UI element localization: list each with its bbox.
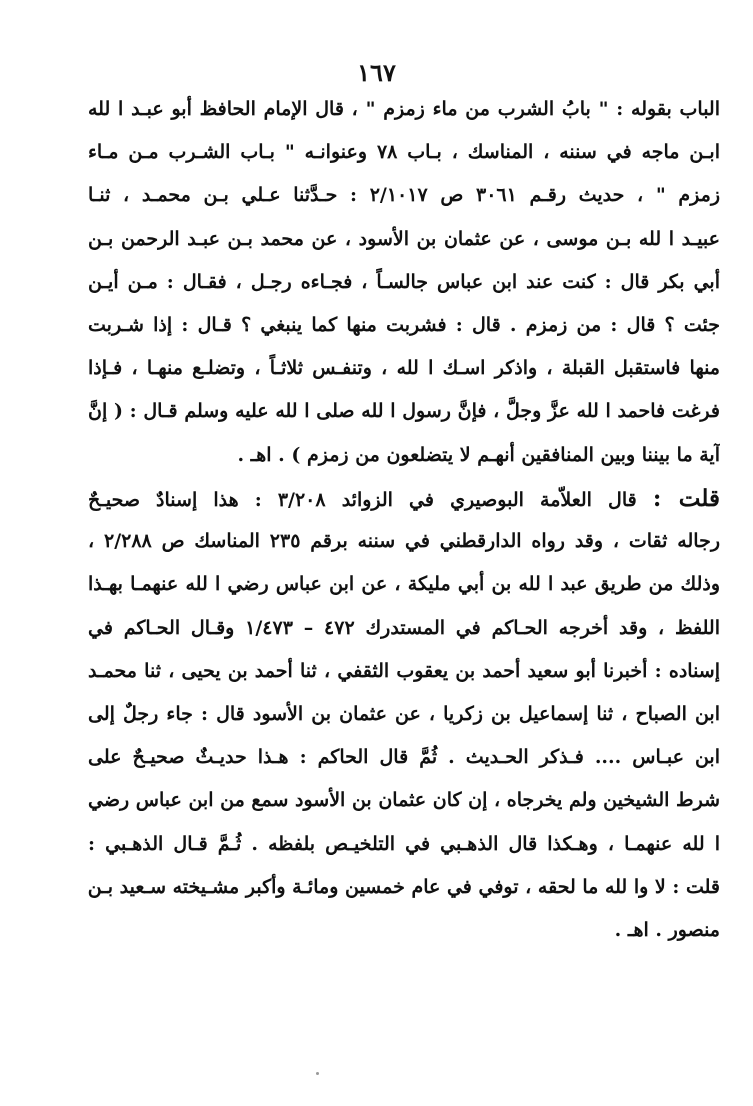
text-line: شرط الشيخين ولم يخرجاه ، إن كان عثمان بن الأسود سمع من ابن عباس رضي bbox=[88, 789, 720, 812]
text-line-first bbox=[88, 477, 720, 520]
text-line: ابن عبـاس .... فـذكر الحـديث . ثُمَّ قال الحاكم : هـذا حديـثٌ صحيـحٌ على bbox=[88, 746, 720, 769]
text-line: قلت : لا وا لله ما لحقه ، توفي في عام خمسين ومائـة وأكبر مشـيخته سـعيد بـن bbox=[88, 875, 720, 898]
text-line-first-rest: قال العلاّمة البوصيري في الزوائد ٣/٢٠٨ : هذا إسنادٌ صحيـحٌ bbox=[88, 489, 637, 511]
text-line: وذلك من طريق عبد ا لله بن أبي مليكة ، عن ابن عباس رضي ا لله عنهمـا بهـذا bbox=[88, 573, 720, 596]
text-line: فرغت فاحمد ا لله عزَّ وجلَّ ، فإنَّ رسول ا لله صلى ا لله عليه وسلم قـال : ( إنَّ bbox=[88, 400, 720, 423]
page-number: ١٦٧ bbox=[357, 58, 396, 87]
text-line: زمزم " ، حديث رقـم ٣٠٦١ ص ٢/١٠١٧ : حـدَّثنا عـلي بـن محمـد ، ثنـا bbox=[88, 184, 720, 207]
text-line: آية ما بيننا وبين المنافقين أنهـم لا يتضلعون من زمزم ) . اهـ . bbox=[237, 443, 720, 466]
text-line: جئت ؟ قال : من زمزم . قال : فشربت منها كما ينبغي ؟ قـال : إذا شـربت bbox=[88, 313, 720, 336]
qult-heading: قلت : bbox=[652, 485, 720, 512]
text-line: منصور . اهـ . bbox=[614, 918, 720, 941]
text-line: ا لله عنهمـا ، وهـكذا قال الذهـبي في التلخيـص بلفظه . ثُـمَّ قـال الذهـبي : bbox=[88, 832, 720, 855]
text-line: الباب بقوله : " بابُ الشرب من ماء زمزم " ، قال الإمام الحافظ أبو عبـد ا لله bbox=[88, 98, 720, 120]
text-line: رجاله ثقات ، وقد رواه الدارقطني في سننه برقم ٢٣٥ المناسك ص ٢/٢٨٨ ، bbox=[88, 530, 720, 553]
text-line: أبي بكر قال : كنت عند ابن عباس جالسـاً ، فجـاءه رجـل ، فقـال : مـن أيـن bbox=[88, 270, 720, 293]
text-line: إسناده : أخبرنا أبو سعيد أحمد بن يعقوب الثقفي ، ثنا أحمد بن يحيى ، ثنا محمـد bbox=[88, 659, 720, 682]
text-line: ابـن ماجه في سننه ، المناسك ، بـاب ٧٨ وعنوانـه " بـاب الشـرب مـن مـاء bbox=[88, 141, 720, 164]
scan-speck bbox=[316, 1072, 319, 1075]
text-line: اللفظ ، وقد أخرجه الحـاكم في المستدرك ٤٧٢ – ١/٤٧٣ وقـال الحـاكم في bbox=[88, 616, 720, 639]
text-line: عبيـد ا لله بـن موسى ، عن عثمان بن الأسود ، عن محمد بـن عبـد الرحمن بـن bbox=[88, 227, 720, 250]
paragraph-commentary bbox=[88, 477, 720, 952]
text-line: ابن الصباح ، ثنا إسماعيل بن زكريا ، عن عثمان بن الأسود قال : جاء رجلٌ إلى bbox=[88, 702, 720, 725]
paragraph-hadith bbox=[88, 88, 720, 477]
text-line: منها فاستقبل القبلة ، واذكر اسـك ا لله ، وتنفـس ثلاثـاً ، وتضلـع منهـا ، فـإذا bbox=[88, 357, 720, 380]
